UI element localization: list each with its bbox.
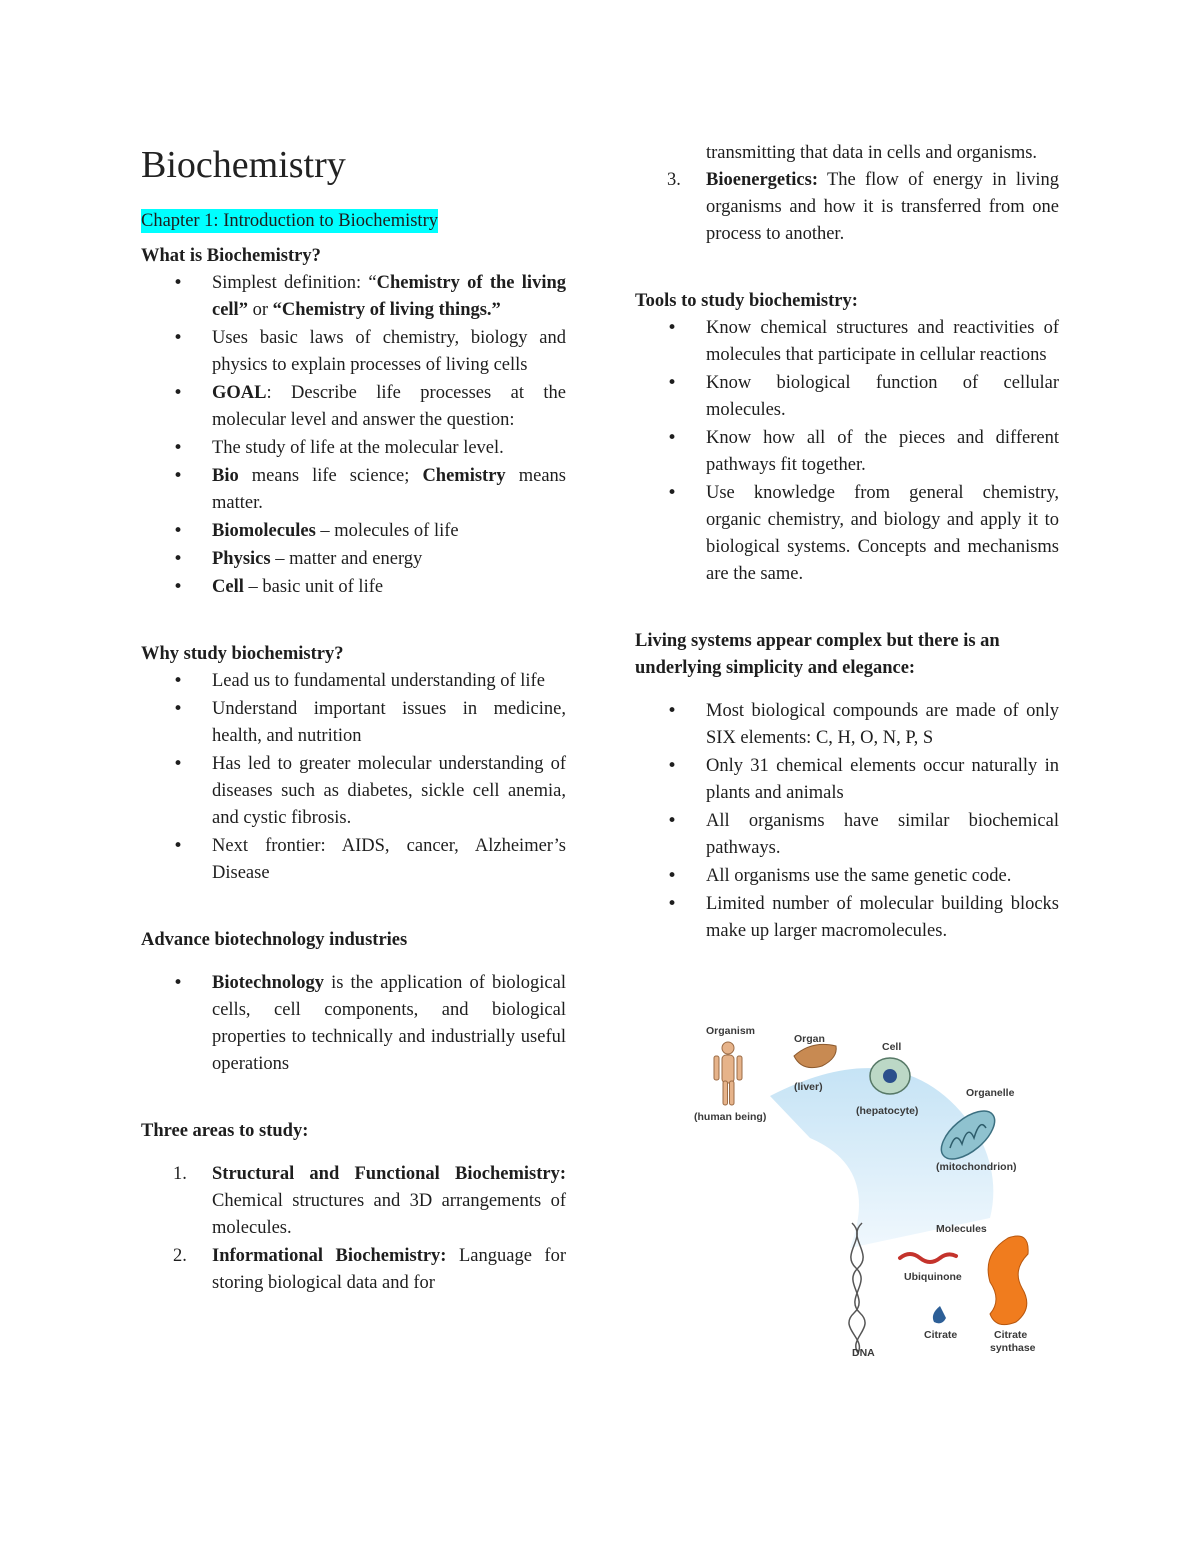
label-organelle: Organelle [966,1087,1015,1099]
right-column [635,140,1059,946]
label-mitochondrion: (mitochondrion) [936,1161,1017,1173]
list-item: • GOAL: Describe life processes at the molecular level and answer the question: [141,380,566,434]
label-molecules: Molecules [936,1223,987,1235]
list-item: • Uses basic laws of chemistry, biology and physics to explain processes of living cells [141,325,566,379]
list-item: • Has led to greater molecular understanding of diseases such as diabetes, sickle cell anemia, and cystic fibrosis. [141,751,566,832]
why-list [141,668,566,887]
page-title: Biochemistry [141,144,346,186]
list-item: • Lead us to fundamental understanding of life [141,668,566,695]
why-heading: Why study biochemistry? [141,644,344,664]
list-item: • Cell – basic unit of life [141,574,566,601]
list-item: • Biomolecules – molecules of life [141,518,566,545]
list-item: • Bio means life science; Chemistry means matter. [141,463,566,517]
list-item: • Know chemical structures and reactivities of molecules that participate in cellular reactions [635,315,1059,369]
three-list [141,1161,566,1297]
label-citrate-synthase-2: synthase [990,1342,1036,1354]
list-item: • Understand important issues in medicine, health, and nutrition [141,696,566,750]
label-ubiquinone: Ubiquinone [904,1271,962,1283]
label-citrate-synthase-1: Citrate [994,1329,1028,1341]
living-heading: Living systems appear complex but there is an underlying simplicity and elegance: [635,631,1000,678]
list-item: • Most biological compounds are made of only SIX elements: C, H, O, N, P, S [635,698,1059,752]
list-item: • Use knowledge from general chemistry, organic chemistry, and biology and apply it to biological systems. Concepts and mechanisms are the same. [635,480,1059,588]
chapter-heading: Chapter 1: Introduction to Biochemistry [141,211,438,231]
list-item: • The study of life at the molecular level. [141,435,566,462]
advance-heading: Advance biotechnology industries [141,930,408,950]
list-item: • Next frontier: AIDS, cancer, Alzheimer’s Disease [141,833,566,887]
liver-icon [794,1044,836,1067]
list-item: 3. Bioenergetics: The flow of energy in living organisms and how it is transferred from one process to another. [667,170,1059,244]
list-item: • All organisms have similar biochemical pathways. [635,808,1059,862]
tools-list [635,315,1059,588]
hierarchy-figure [690,1018,1070,1370]
label-organ: Organ [794,1033,825,1045]
citrate-icon [933,1306,946,1323]
list-item: • Know biological function of cellular molecules. [635,370,1059,424]
living-list [635,698,1059,945]
label-hepatocyte: (hepatocyte) [856,1105,919,1117]
citrate-synthase-icon [988,1236,1028,1325]
label-dna: DNA [852,1347,875,1359]
list-item: • Biotechnology is the application of biological cells, cell components, and biological properties to technically and industrially useful operations [141,970,566,1078]
list-item: • All organisms use the same genetic code. [635,863,1059,890]
three-heading: Three areas to study: [141,1121,309,1141]
advance-list [141,970,566,1078]
list-item: 2. Informational Biochemistry: Language for storing biological data and for [173,1246,566,1293]
cell-icon [870,1058,910,1094]
what-heading: What is Biochemistry? [141,246,321,266]
label-human-being: (human being) [694,1111,767,1123]
list-item: • Limited number of molecular building blocks make up larger macromolecules. [635,891,1059,945]
hierarchy-diagram [690,1018,1070,1370]
label-citrate: Citrate [924,1329,958,1341]
label-liver: (liver) [794,1081,823,1093]
what-list [141,270,566,601]
list-item-continuation: transmitting that data in cells and organisms. [706,143,1038,163]
list-item: • Only 31 chemical elements occur naturally in plants and animals [635,753,1059,807]
label-organism: Organism [706,1025,756,1037]
list-item: • Know how all of the pieces and different pathways fit together. [635,425,1059,479]
list-item: • Simplest definition: “Chemistry of the living cell” or “Chemistry of living things.” [141,270,566,324]
list-item: 1. Structural and Functional Biochemistry: Chemical structures and 3D arrangements of molecules. [173,1164,566,1238]
three-list-continued [635,167,1059,248]
label-cell: Cell [882,1041,902,1053]
list-item: • Physics – matter and energy [141,546,566,573]
human-icon [714,1042,742,1105]
tools-heading: Tools to study biochemistry: [635,291,858,311]
ubiquinone-icon [900,1254,956,1262]
left-column [141,140,566,1298]
